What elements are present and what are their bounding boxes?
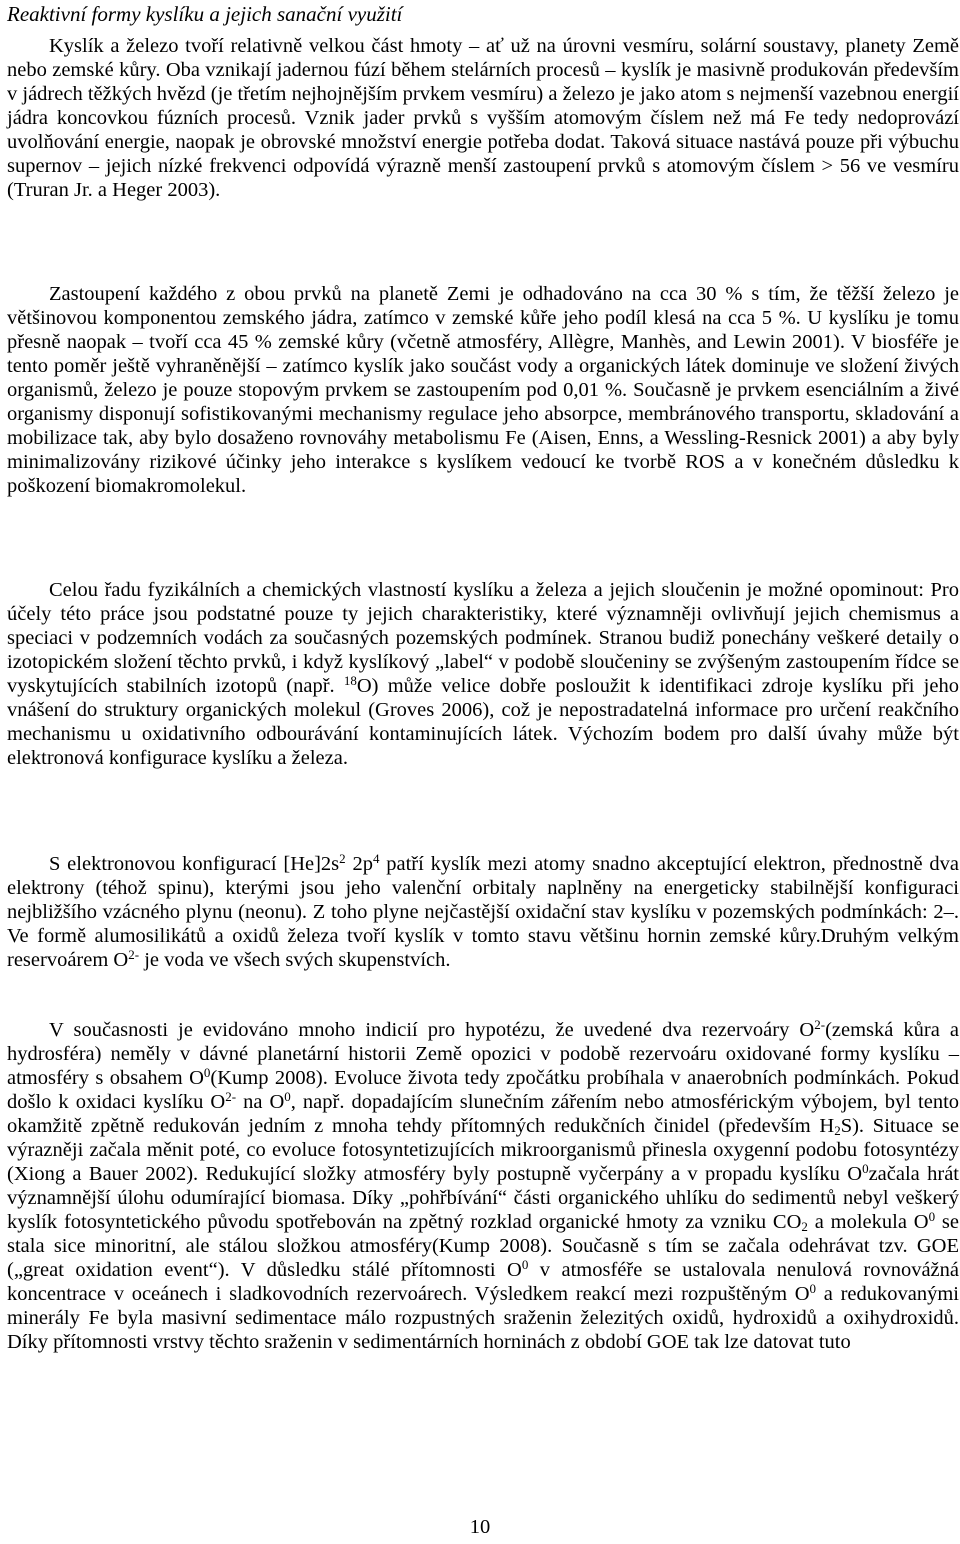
superscript: 2 [339, 851, 346, 866]
section-heading: Reaktivní formy kyslíku a jejich sanační využití [7, 2, 403, 26]
superscript: 0 [521, 1257, 529, 1272]
text-run: Zastoupení každého z obou prvků na planetě Zemi je odhadováno na cca 30 % s tím, že těžší železo je většinovou komponentou zemského jádra, zatímco v zemské kůře jeho podíl klesá na cca 5 %. U kyslíku je tomu přesně naopak – tvoří cca 45 % zemské kůry (včetně atmosféry, Allègre, Manhès, and Lewin 2001). V biosféře je tento poměr ještě vyhraněnější – zatímco kyslík jako součást vody a organických látek dominuje ve složení živých organismů, železo je pouze stopovým prvkem se zastoupením pod 0,01 %. Současně je prvkem esenciálním a živé organismy disponují sofistikovanými mechanismy regulace jeho absorpce, membránového transportu, skladování a mobilizace tak, aby bylo dosaženo rovnováhy metabolismu Fe (Aisen, Enns, a Wessling-Resnick 2001) a aby byly minimalizovány rizikové účinky jeho interakce s kyslíkem vedoucí ke tvorbě ROS a v konečném důsledku k poškození biomakromolekul. [7, 283, 959, 497]
text-run: se stala sice minoritní, ale stálou složkou atmosféry(Kump 2008). Současně s tím se začala odehrávat tzv. GOE („great oxidation event“). V důsledku stálé přítomnosti O [7, 1211, 959, 1281]
superscript: 0 [203, 1065, 211, 1080]
superscript: 2- [814, 1017, 826, 1032]
superscript: 0 [862, 1161, 869, 1176]
text-run: S elektronovou konfigurací [He]2s [49, 853, 340, 875]
page-number: 10 [469, 1516, 491, 1538]
text-run: a redukovanými minerály Fe byla masivní sedimentace málo rozpustných sraženin železitých oxidů, hydroxidů a oxihydroxidů. Díky přítomnosti vrstvy těchto sraženin v sedimentárních horninách z období GOE tak lze datovat tuto [7, 1283, 960, 1353]
paragraph-1 [7, 34, 959, 202]
text-run: v atmosféře se ustalovala nenulová rovnovážná koncentrace v oceánech i sladkovodních rezervoárech. Výsledkem reakcí mezi rozpuštěným O [7, 1259, 959, 1305]
text-run: (Kump 2008). Evoluce života tedy zpočátku probíhala v anaerobních podmínkách. Pokud došlo k oxidaci kyslíku O [7, 1067, 959, 1113]
text-run: patří kyslík mezi atomy snadno akceptující elektron, přednostně dva elektrony (téhož spinu), kterými jsou jeho valenční orbitaly naplněny na energeticky stabilnější konfiguraci nejbližšího vzácného plynu (neonu). Z toho plyne nejčastější oxidační stav kyslíku v pozemských podmínkách: 2–. Ve formě alumosilikátů a oxidů železa tvoří kyslík v tomto stavu většinu hornin zemské kůry.Druhým velkým reservoárem O [7, 853, 960, 971]
subscript: 2 [834, 1123, 841, 1138]
superscript: 0 [928, 1209, 936, 1224]
text-run: je voda ve všech svých skupenstvích. [139, 949, 451, 971]
text-run: V současnosti je evidováno mnoho indicií pro hypotézu, že uvedené dva rezervoáry O [49, 1019, 815, 1041]
subscript: 2 [801, 1219, 808, 1234]
paragraph-3 [7, 578, 959, 770]
superscript: 4 [372, 851, 380, 866]
text-run: (zemská kůra a hydrosféra) neměly v dávné planetární historii Země opozici v podobě rezervoáru oxidované formy kyslíku – atmosféry s obsahem O [7, 1019, 959, 1089]
paragraph-4 [7, 852, 959, 972]
paragraph-5 [7, 1018, 959, 1354]
text-run: a molekula O [807, 1211, 929, 1233]
text-run: Celou řadu fyzikálních a chemických vlastností kyslíku a železa a jejich sloučenin je možné opominout: Pro účely této práce jsou podstatné pouze ty jejich charakteristiky, které významněji ovlivňují jejich chemismus a speciaci v podzemních vodách za současných pozemských podmínek. Stranou budiž ponechány veškeré detaily o izotopickém složení těchto prvků, i když kyslíkový „label“ v podobě sloučeniny se zvýšeným zastoupením řídce se vyskytujících stabilních izotopů (např. [7, 579, 959, 697]
text-run: S). Situace se výrazněji začala měnit poté, co evoluce fotosyntetizujících mikroorganismů přinesla oxygenní podobu fotosyntézy (Xiong a Bauer 2002). Redukující složky atmosféry byly postupně vyčerpány a v propadu kyslíku O [7, 1115, 959, 1185]
text-run: Kyslík a železo tvoří relativně velkou část hmoty – ať už na úrovni vesmíru, solární soustavy, planety Země nebo zemské kůry. Oba vznikají jadernou fúzí během stelárních procesů – kyslík je masivně produkován především v jádrech těžkých hvězd (je třetím nejhojnějším prvkem vesmíru) a železo je jako atom s nejmenší vazebnou energií jádra koncovkou fúzních procesů. Vznik jader prvků s vyšším atomovým číslem než má Fe tedy nedoprovází uvolňování energie, naopak je obrovské množství energie potřeba dodat. Taková situace nastává pouze při výbuchu supernov – jejich nízké frekvenci odpovídá výrazně menší zastoupení prvků s atomovým číslem > 56 ve vesmíru (Truran Jr. a Heger 2003). [7, 35, 959, 201]
text-run: začala hrát významnější úlohu odumírající biomasa. Díky „pohřbívání“ části organického uhlíku do sedimentů nebyl veškerý kyslík fotosyntetického původu spotřebován na zpětný rozklad organické hmoty za vzniku CO [7, 1163, 959, 1233]
superscript: 2- [128, 947, 140, 962]
superscript: 18 [343, 673, 357, 688]
paragraph-2 [7, 282, 959, 498]
text-run: na O [236, 1091, 285, 1113]
superscript: 0 [809, 1281, 817, 1296]
text-run: O) může velice dobře posloužit k identifikaci zdroje kyslíku při jeho vnášení do struktury organických molekul (Groves 2006), což je nepostradatelná informace pro určení reakčního mechanismu u oxidativního odbourávání kontaminujících látek. Výchozím bodem pro další úvahy může být elektronová konfigurace kyslíku a železa. [7, 675, 959, 769]
text-run: 2p [345, 853, 373, 875]
text-run: , např. dopadajícím slunečním zářením nebo atmosférickým výbojem, byl tento okamžitě zpětně redukován jedním z mnoha tehdy přítomných redukčních činidel (především H [7, 1091, 960, 1137]
superscript: 2- [225, 1089, 237, 1104]
superscript: 0 [284, 1089, 291, 1104]
